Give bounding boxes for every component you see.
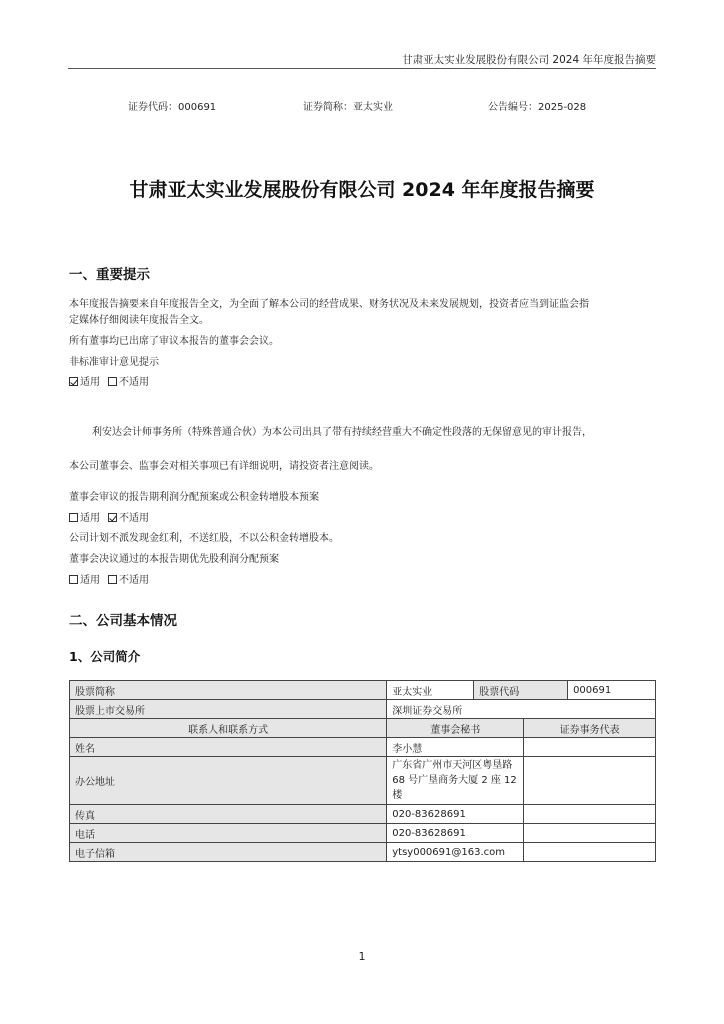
table-row <box>70 805 656 824</box>
preferred-dividend-title: 董事会决议通过的本报告期优先股利润分配预案 <box>69 554 279 565</box>
exchange-label: 股票上市交易所 <box>70 700 387 719</box>
checkbox-checked-icon <box>69 377 78 386</box>
address-label: 办公地址 <box>70 757 387 805</box>
table-row <box>70 843 656 862</box>
running-header: 甘肃亚太实业发展股份有限公司 2024 年年度报告摘要 <box>402 54 656 66</box>
email-label: 电子信箱 <box>70 843 387 862</box>
profit-plan-title: 董事会审议的报告期利润分配预案或公积金转增股本预案 <box>69 492 319 503</box>
section-important-notice-heading: 一、重要提示 <box>69 267 150 283</box>
summary-paragraph-line1: 本年度报告摘要来自年度报告全文，为全面了解本公司的经营成果、财务状况及未来发展规划，投资者应当到证监会指 <box>69 299 589 310</box>
rep-fax <box>524 805 656 824</box>
stock-name-value: 亚太实业 <box>387 681 474 700</box>
company-profile-heading: 1、公司简介 <box>69 649 141 664</box>
checkbox-empty-icon <box>69 575 78 584</box>
directors-attendance: 所有董事均已出席了审议本报告的董事会会议。 <box>69 336 279 347</box>
option-not-applicable[interactable]: 不适用 <box>108 573 149 589</box>
securities-rep-header: 证券事务代表 <box>524 719 656 738</box>
table-row <box>70 757 656 805</box>
company-profile-table <box>69 680 656 862</box>
page-number: 1 <box>358 950 366 963</box>
secretary-header: 董事会秘书 <box>387 719 524 738</box>
board-note: 本公司董事会、监事会对相关事项已有详细说明，请投资者注意阅读。 <box>69 461 379 472</box>
table-row <box>70 824 656 843</box>
security-short-name: 证券简称：亚太实业 <box>303 102 393 113</box>
table-row <box>70 681 656 700</box>
rep-phone <box>524 824 656 843</box>
checkbox-empty-icon <box>69 513 78 522</box>
announcement-number: 公告编号：2025-028 <box>488 102 587 113</box>
audit-opinion-text: 利安达会计师事务所（特殊普通合伙）为本公司出具了带有持续经营重大不确定性段落的无保留意见的审计报告， <box>92 427 592 438</box>
profit-plan-options <box>69 511 157 527</box>
fax-label: 传真 <box>70 805 387 824</box>
rep-address <box>524 757 656 805</box>
contact-header: 联系人和联系方式 <box>70 719 387 738</box>
preferred-dividend-options <box>69 573 157 589</box>
option-applicable[interactable]: 适用 <box>69 573 100 589</box>
rep-email <box>524 843 656 862</box>
table-row <box>70 719 656 738</box>
stock-code-label: 股票代码 <box>474 681 568 700</box>
stock-code-value: 000691 <box>568 681 656 700</box>
checkbox-checked-icon <box>108 513 117 522</box>
secretary-address: 广东省广州市天河区粤垦路 68 号广垦商务大厦 2 座 12 楼 <box>387 757 524 805</box>
option-not-applicable[interactable]: 不适用 <box>108 511 149 527</box>
document-title: 甘肃亚太实业发展股份有限公司 2024 年年度报告摘要 <box>129 179 595 201</box>
secretary-phone: 020-83628691 <box>387 824 524 843</box>
phone-label: 电话 <box>70 824 387 843</box>
option-applicable[interactable]: 适用 <box>69 511 100 527</box>
option-applicable[interactable]: 适用 <box>69 375 100 391</box>
checkbox-empty-icon <box>108 377 117 386</box>
option-not-applicable[interactable]: 不适用 <box>108 375 149 391</box>
exchange-value: 深圳证券交易所 <box>387 700 656 719</box>
security-code: 证券代码：000691 <box>128 102 217 113</box>
name-label: 姓名 <box>70 738 387 757</box>
header-rule <box>68 68 656 69</box>
table-row <box>70 738 656 757</box>
summary-paragraph-line2: 定媒体仔细阅读年度报告全文。 <box>69 315 209 326</box>
rep-name <box>524 738 656 757</box>
checkbox-empty-icon <box>108 575 117 584</box>
stock-name-label: 股票简称 <box>70 681 387 700</box>
nonstandard-audit-title: 非标准审计意见提示 <box>69 357 159 368</box>
section-company-info-heading: 二、公司基本情况 <box>69 613 177 629</box>
nonstandard-audit-options <box>69 375 157 391</box>
secretary-name: 李小慧 <box>387 738 524 757</box>
table-row <box>70 700 656 719</box>
secretary-email: ytsy000691@163.com <box>387 843 524 862</box>
secretary-fax: 020-83628691 <box>387 805 524 824</box>
profit-plan-text: 公司计划不派发现金红利，不送红股，不以公积金转增股本。 <box>69 533 339 544</box>
